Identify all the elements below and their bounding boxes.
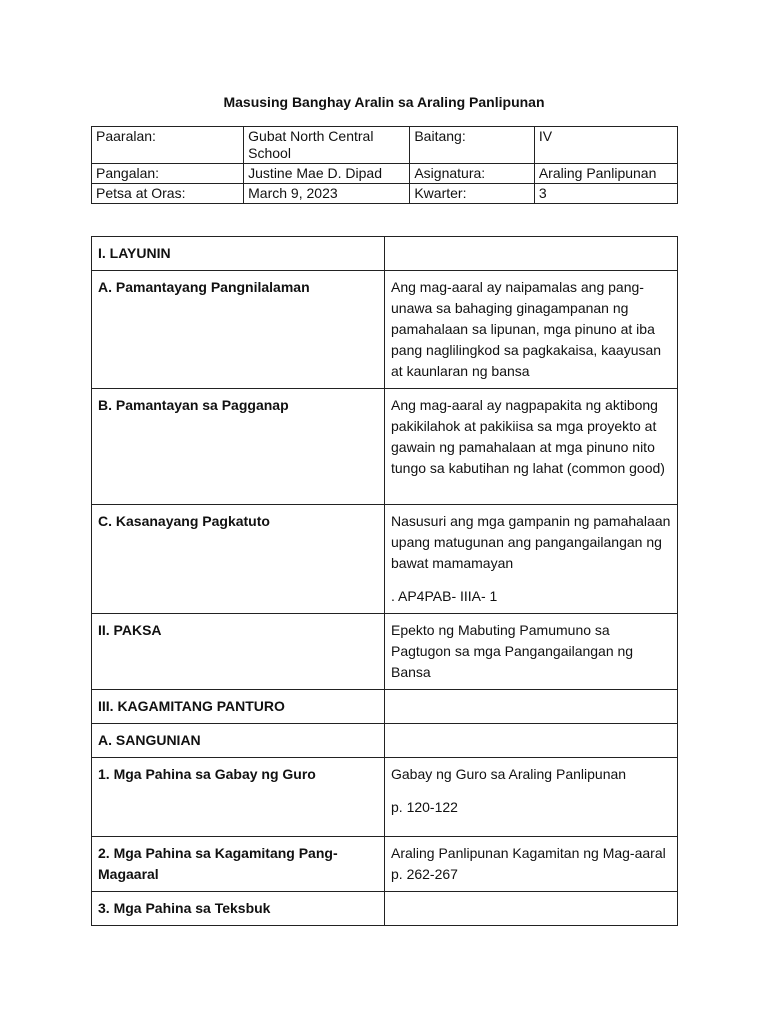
plan-row-content [385, 724, 678, 758]
plan-row [92, 614, 678, 690]
plan-row [92, 758, 678, 837]
plan-row-content [385, 614, 678, 690]
info-value: 3 [534, 184, 677, 204]
plan-row-label: II. PAKSA [92, 614, 385, 690]
plan-row-paragraph: Nasusuri ang mga gampanin ng pamahalaan upang matugunan ang pangangailangan ng bawat mamamayan [391, 513, 671, 571]
document-title: Masusing Banghay Aralin sa Araling Panlipunan [223, 94, 545, 110]
plan-row-paragraph: Araling Panlipunan Kagamitan ng Mag-aaral p. 262-267 [391, 845, 666, 882]
plan-row-label: B. Pamantayan sa Pagganap [92, 389, 385, 505]
info-row [92, 164, 678, 184]
plan-row-content [385, 505, 678, 614]
info-row [92, 184, 678, 204]
info-value: IV [534, 127, 677, 164]
plan-row-label: C. Kasanayang Pagkatuto [92, 505, 385, 614]
plan-row [92, 892, 678, 926]
plan-row [92, 505, 678, 614]
plan-row-paragraph: Ang mag-aaral ay naipamalas ang pang-unawa sa bahaging ginagampanan ng pamahalaan sa lipunan, mga pinuno at iba pang naglilingkod sa pagkakaisa, kaayusan at kaunlaran ng bansa [391, 279, 662, 379]
plan-row-content [385, 892, 678, 926]
info-value: Justine Mae D. Dipad [244, 164, 410, 184]
plan-row-content [385, 837, 678, 892]
info-label: Paaralan: [92, 127, 244, 164]
info-label: Kwarter: [410, 184, 535, 204]
plan-row-paragraph: . AP4PAB- IIIA- 1 [391, 588, 498, 604]
info-row [92, 127, 678, 164]
plan-row [92, 389, 678, 505]
plan-row-paragraph: p. 120-122 [391, 799, 458, 815]
plan-row-label: 3. Mga Pahina sa Teksbuk [92, 892, 385, 926]
plan-row-label: A. Pamantayang Pangnilalaman [92, 271, 385, 389]
info-label: Asignatura: [410, 164, 535, 184]
plan-row-label: A. SANGUNIAN [92, 724, 385, 758]
info-value: Gubat North Central School [244, 127, 410, 164]
plan-row [92, 271, 678, 389]
plan-row [92, 690, 678, 724]
plan-row [92, 837, 678, 892]
plan-row-label: 1. Mga Pahina sa Gabay ng Guro [92, 758, 385, 837]
info-label: Pangalan: [92, 164, 244, 184]
plan-row-content [385, 271, 678, 389]
info-table [91, 126, 678, 204]
plan-row-paragraph: Epekto ng Mabuting Pamumuno sa Pagtugon sa mga Pangangailangan ng Bansa [391, 622, 634, 680]
lesson-plan-table [91, 236, 678, 926]
plan-row-paragraph: Gabay ng Guro sa Araling Panlipunan [391, 766, 627, 782]
plan-row-paragraph: Ang mag-aaral ay nagpapakita ng aktibong pakikilahok at pakikiisa sa mga proyekto at gawain ng pamahalaan at mga pinuno nito tungo sa kabutihan ng lahat (common good) [391, 397, 665, 476]
plan-row [92, 237, 678, 271]
info-value: March 9, 2023 [244, 184, 410, 204]
info-label: Baitang: [410, 127, 535, 164]
plan-row-label: III. KAGAMITANG PANTURO [92, 690, 385, 724]
plan-row-content [385, 237, 678, 271]
info-label: Petsa at Oras: [92, 184, 244, 204]
plan-row-content [385, 690, 678, 724]
info-value: Araling Panlipunan [534, 164, 677, 184]
plan-row-content [385, 389, 678, 505]
plan-row-content [385, 758, 678, 837]
plan-row-label: 2. Mga Pahina sa Kagamitang Pang-Magaaral [92, 837, 385, 892]
plan-row-label: I. LAYUNIN [92, 237, 385, 271]
plan-row [92, 724, 678, 758]
